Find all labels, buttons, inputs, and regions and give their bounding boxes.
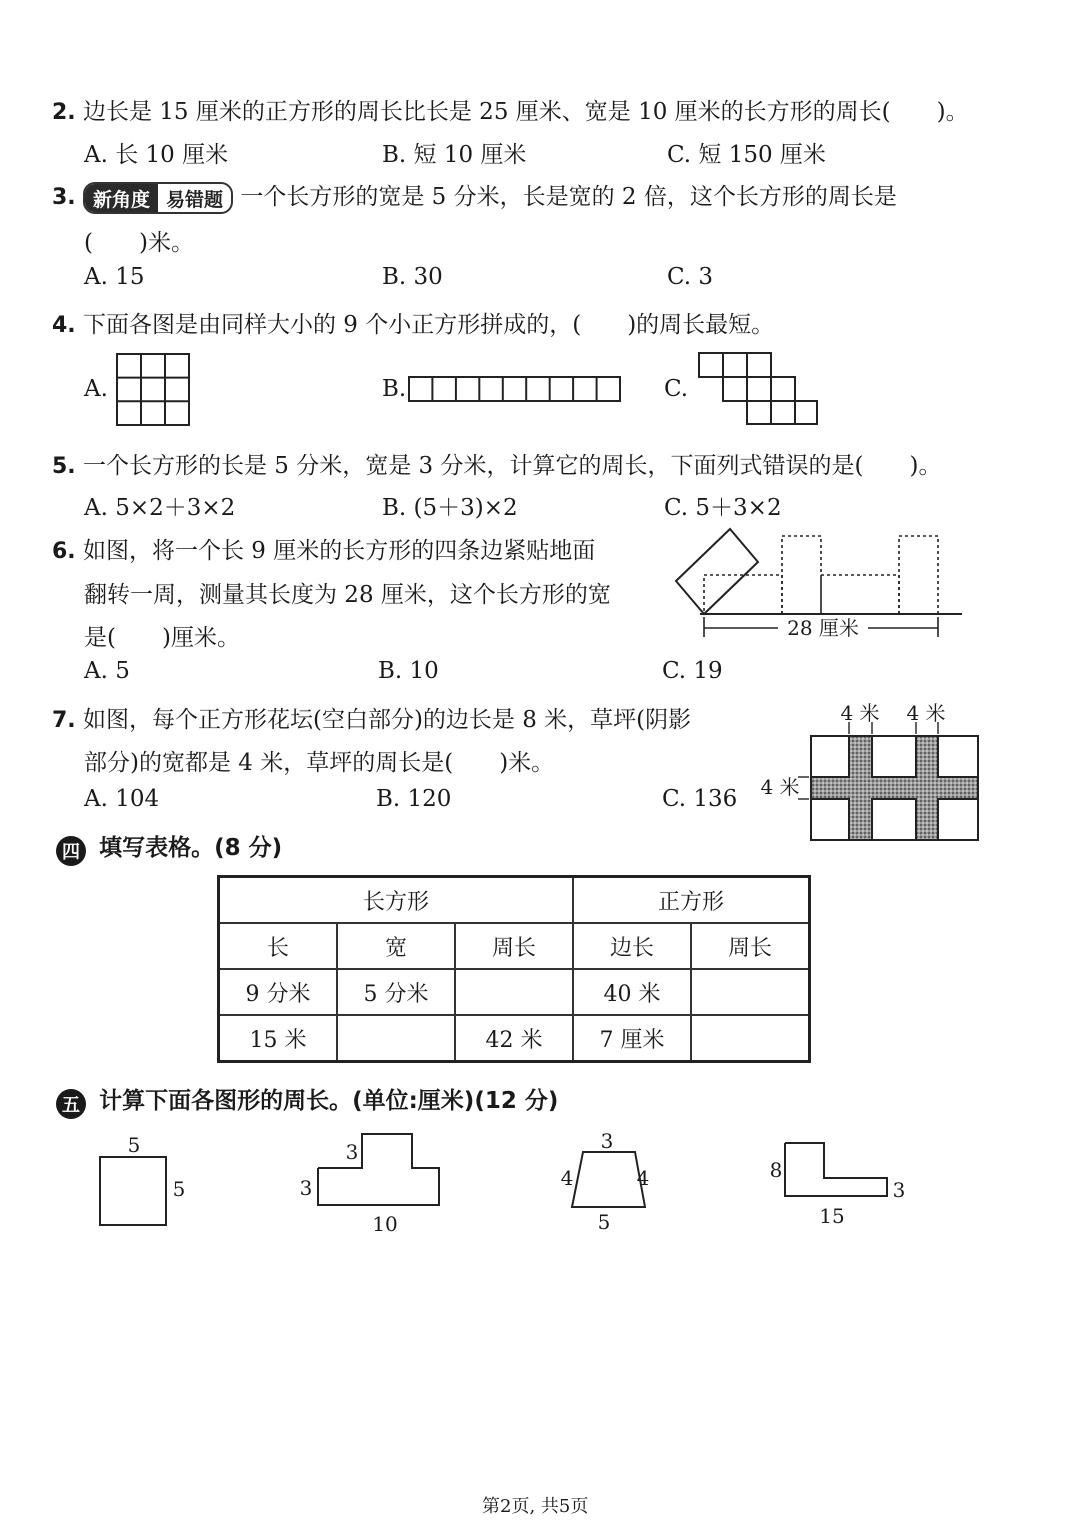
q3-option-b[interactable]: B. 30 bbox=[382, 264, 443, 290]
q6-number: 6. bbox=[52, 539, 76, 564]
cell-r2-rect-perimeter: 42 米 bbox=[455, 1015, 573, 1062]
cell-r2-square-perimeter[interactable] bbox=[691, 1015, 810, 1062]
q4-number: 4. bbox=[52, 313, 76, 338]
q2-option-c[interactable]: C. 短 150 厘米 bbox=[667, 142, 826, 168]
q7-option-b[interactable]: B. 120 bbox=[376, 786, 452, 812]
fill-table bbox=[217, 875, 811, 1063]
q6-fig-length-label: 28 厘米 bbox=[787, 616, 859, 640]
cell-r1-square-perimeter[interactable] bbox=[691, 969, 810, 1015]
sec5-figure-t-shape bbox=[290, 1125, 460, 1240]
q3-tag-new-angle: 新角度 bbox=[85, 184, 158, 212]
q4-option-b[interactable]: B. bbox=[382, 376, 407, 402]
q7-flowerbed-lawn-figure bbox=[752, 700, 984, 844]
q3-tag-error-prone: 易错题 bbox=[166, 188, 224, 211]
col-square-perimeter: 周长 bbox=[691, 923, 810, 969]
section-4-badge: 四 bbox=[56, 836, 86, 866]
q4-option-a[interactable]: A. bbox=[84, 376, 108, 402]
sec5-fig2-bottom-label: 10 bbox=[372, 1212, 398, 1236]
section-4-heading bbox=[56, 829, 282, 866]
q7-stem-line bbox=[52, 701, 691, 734]
sec5-fig2-step-label: 3 bbox=[345, 1140, 359, 1164]
sec5-figure-trapezoid bbox=[555, 1125, 665, 1240]
section-4-title: 填写表格。(8 分) bbox=[99, 835, 283, 861]
cell-r1-rect-perimeter[interactable] bbox=[455, 969, 573, 1015]
col-rect-perimeter: 周长 bbox=[455, 923, 573, 969]
q7-fig-top-right-label: 4 米 bbox=[906, 701, 946, 725]
page-footer: 第2页, 共5页 bbox=[482, 1496, 589, 1517]
q7-fig-top-left-label: 4 米 bbox=[840, 701, 880, 725]
q5-number: 5. bbox=[52, 454, 76, 479]
q3-option-c[interactable]: C. 3 bbox=[667, 264, 714, 290]
q2-stem: 边长是 15 厘米的正方形的周长比长是 25 厘米、宽是 10 厘米的长方形的周长( )。 bbox=[82, 99, 969, 125]
q5-stem-line bbox=[52, 447, 941, 480]
q5-stem: 一个长方形的长是 5 分米，宽是 3 分米，计算它的周长，下面列式错误的是( )。 bbox=[82, 453, 942, 479]
q7-number: 7. bbox=[52, 708, 76, 733]
table-row bbox=[219, 1015, 810, 1062]
q6-stem-3: 是( )厘米。 bbox=[84, 625, 240, 651]
q3-stem-line2: ( )米。 bbox=[84, 230, 194, 256]
table-head-square: 正方形 bbox=[573, 877, 810, 924]
q7-stem-2: 部分)的宽都是 4 米，草坪的周长是( )米。 bbox=[84, 750, 555, 776]
q7-fig-left-label: 4 米 bbox=[760, 775, 800, 799]
cell-r1-width: 5 分米 bbox=[337, 969, 455, 1015]
section-5-title: 计算下面各图形的周长。(单位:厘米)(12 分) bbox=[99, 1088, 559, 1114]
q4-figure-b-1x9-strip bbox=[408, 376, 622, 404]
section-5-heading bbox=[56, 1082, 558, 1119]
q3-number: 3. bbox=[52, 185, 76, 210]
cell-r1-side: 40 米 bbox=[573, 969, 691, 1015]
q7-option-c[interactable]: C. 136 bbox=[662, 786, 738, 812]
sec5-fig1-right-label: 5 bbox=[172, 1177, 186, 1201]
q7-stem-1: 如图，每个正方形花坛(空白部分)的边长是 8 米，草坪(阴影 bbox=[82, 707, 692, 733]
q2-option-b[interactable]: B. 短 10 厘米 bbox=[382, 142, 527, 168]
q5-option-a[interactable]: A. 5×2＋3×2 bbox=[84, 495, 236, 521]
sec5-fig4-left-label: 8 bbox=[769, 1158, 783, 1182]
q4-stem-line bbox=[52, 306, 774, 339]
col-side: 边长 bbox=[573, 923, 691, 969]
sec5-fig1-top-label: 5 bbox=[127, 1133, 141, 1157]
col-length: 长 bbox=[219, 923, 338, 969]
q5-option-b[interactable]: B. (5＋3)×2 bbox=[382, 495, 518, 521]
q4-figure-a-3x3-grid bbox=[116, 353, 192, 427]
q6-option-a[interactable]: A. 5 bbox=[84, 658, 130, 684]
cell-r1-length: 9 分米 bbox=[219, 969, 338, 1015]
q5-option-c[interactable]: C. 5＋3×2 bbox=[664, 495, 782, 521]
q3-tag bbox=[83, 182, 233, 214]
cell-r2-length: 15 米 bbox=[219, 1015, 338, 1062]
sec5-fig2-left-label: 3 bbox=[299, 1176, 313, 1200]
sec5-fig4-bottom-label: 15 bbox=[819, 1204, 845, 1228]
q6-stem-line bbox=[52, 532, 595, 565]
cell-r2-width[interactable] bbox=[337, 1015, 455, 1062]
col-width: 宽 bbox=[337, 923, 455, 969]
q3-stem: 一个长方形的宽是 5 分米，长是宽的 2 倍，这个长方形的周长是 bbox=[240, 184, 897, 210]
sec5-fig3-bottom-label: 5 bbox=[597, 1210, 611, 1234]
cell-r2-side: 7 厘米 bbox=[573, 1015, 691, 1062]
q6-stem-1: 如图，将一个长 9 厘米的长方形的四条边紧贴地面 bbox=[82, 538, 596, 564]
sec5-figure-l-shape bbox=[762, 1130, 912, 1235]
table-head-rectangle: 长方形 bbox=[219, 877, 574, 924]
q4-stem: 下面各图是由同样大小的 9 个小正方形拼成的，( )的周长最短。 bbox=[82, 312, 775, 338]
q6-option-b[interactable]: B. 10 bbox=[378, 658, 439, 684]
q6-stem-2: 翻转一周，测量其长度为 28 厘米，这个长方形的宽 bbox=[84, 582, 611, 608]
q2-number: 2. bbox=[52, 100, 76, 125]
sec5-fig3-right-label: 4 bbox=[636, 1166, 650, 1190]
q3-option-a[interactable]: A. 15 bbox=[84, 264, 145, 290]
q7-option-a[interactable]: A. 104 bbox=[84, 786, 160, 812]
q6-option-c[interactable]: C. 19 bbox=[662, 658, 723, 684]
table-row bbox=[219, 969, 810, 1015]
section-5-badge: 五 bbox=[56, 1089, 86, 1119]
q4-figure-c-staircase bbox=[697, 352, 819, 426]
q2-stem-line bbox=[52, 93, 969, 126]
q2-option-a[interactable]: A. 长 10 厘米 bbox=[84, 142, 229, 168]
sec5-fig3-left-label: 4 bbox=[560, 1166, 574, 1190]
sec5-figure-square bbox=[90, 1130, 200, 1240]
sec5-fig3-top-label: 3 bbox=[600, 1129, 614, 1153]
q6-rolling-rectangle-figure bbox=[670, 525, 970, 645]
q3-stem-line bbox=[52, 178, 897, 214]
sec5-fig4-right-label: 3 bbox=[892, 1178, 906, 1202]
q4-option-c[interactable]: C. bbox=[664, 376, 689, 402]
